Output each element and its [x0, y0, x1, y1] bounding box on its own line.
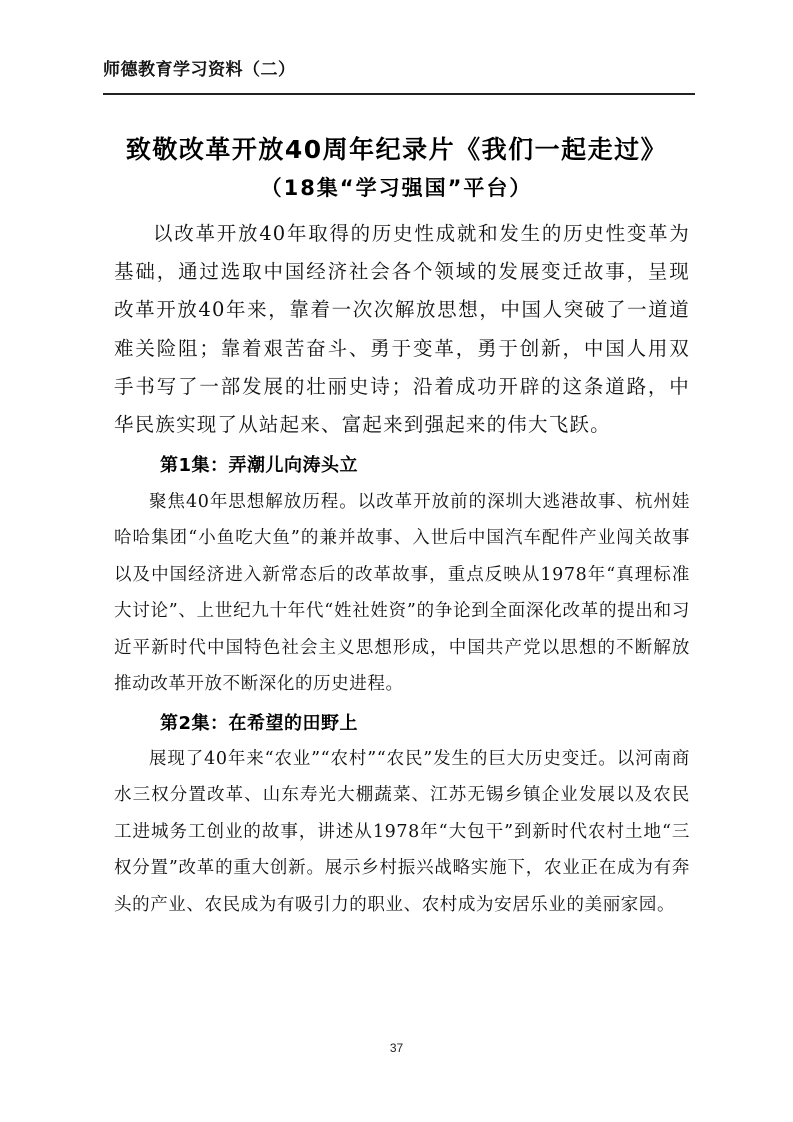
- running-header: 师德教育学习资料（二）: [103, 60, 296, 80]
- page-number: 37: [389, 1041, 404, 1055]
- intro-paragraph: 以改革开放40年取得的历史性成就和发生的历史性变革为基础，通过选取中国经济社会各个领域的发展变迁故事，呈现改革开放40年来，靠着一次次解放思想，中国人突破了一道道难关险阻；靠着艰苦奋斗、勇于变革，勇于创新，中国人用双手书写了一部发展的壮丽史诗；沿着成功开辟的这条道路，中华民族实现了从站起来、富起来到强起来的伟大飞跃。: [114, 222, 690, 437]
- episode-2-heading: 第2集：在希望的田野上: [160, 713, 359, 734]
- document-title: 致敬改革开放40周年纪录片《我们一起走过》: [125, 135, 668, 164]
- episode-2-body: 展现了40年来“农业”“农村”“农民”发生的巨大历史变迁。以河南商水三权分置改革、山东寿光大棚蔬菜、江苏无锡乡镇企业发展以及农民工进城务工创业的故事，讲述从1978年“大包干”到新时代农村土地“三权分置”改革的重大创新。展示乡村振兴战略实施下，农业正在成为有奔头的产业、农民成为有吸引力的职业、农村成为安居乐业的美丽家园。: [114, 749, 690, 915]
- header-divider: [103, 93, 695, 95]
- episode-1-body: 聚焦40年思想解放历程。以改革开放前的深圳大逃港故事、杭州娃哈哈集团“小鱼吃大鱼”的兼并故事、入世后中国汽车配件产业闯关故事以及中国经济进入新常态后的改革故事，重点反映从1978年“真理标准大讨论”、上世纪九十年代“姓社姓资”的争论到全面深化改革的提出和习近平新时代中国特色社会主义思想形成，中国共产党以思想的不断解放推动改革开放不断深化的历史进程。: [114, 492, 690, 695]
- episode-1-heading: 第1集：弄潮儿向涛头立: [160, 455, 359, 476]
- document-subtitle: （18集“学习强国”平台）: [260, 176, 533, 200]
